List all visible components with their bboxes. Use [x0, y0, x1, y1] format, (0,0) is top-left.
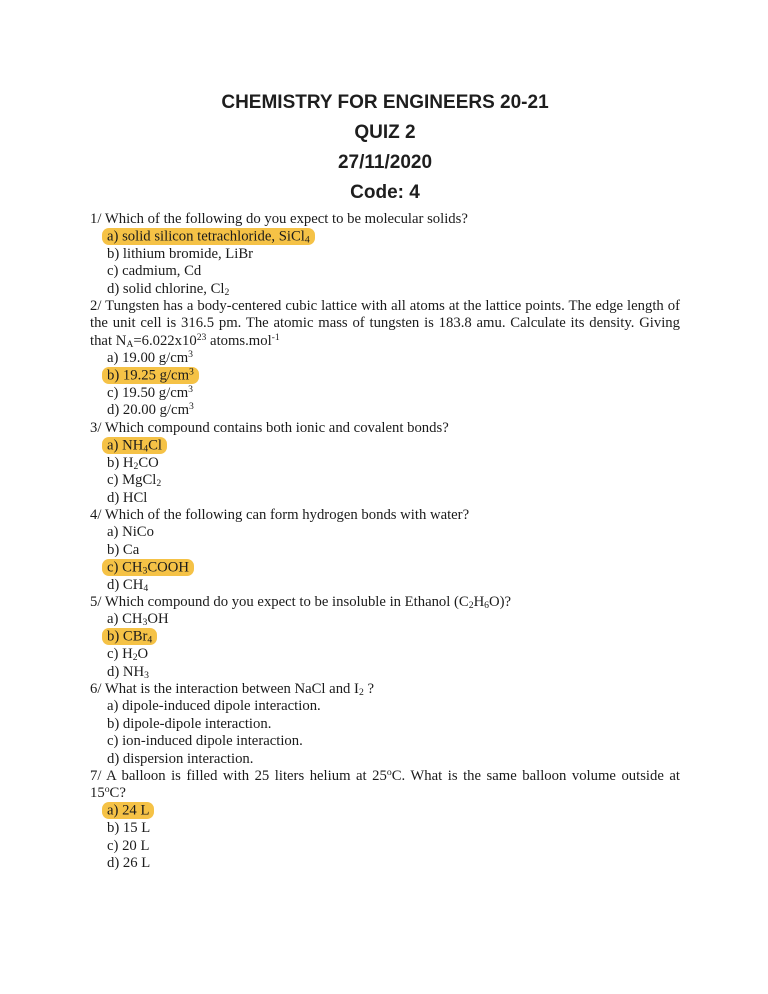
question-body-text: Which of the following do you expect to be molecular solids? [104, 211, 468, 227]
option-b [90, 246, 680, 263]
option-d [90, 490, 680, 507]
question-text [90, 298, 680, 350]
option-c [90, 559, 680, 576]
quiz-body [90, 211, 680, 872]
option-a [90, 524, 680, 541]
question-text [90, 681, 680, 698]
option-d [90, 664, 680, 681]
question-5 [90, 594, 680, 681]
option-text: a) $CH_3OH$ [107, 611, 169, 629]
doc-code: Code: 4 [350, 182, 420, 203]
option-d [90, 751, 680, 768]
option-c [90, 472, 680, 489]
option-b [90, 542, 680, 559]
question-body-text: A balloon is filled with 25 liters helium at 25$^o$C. What is the same balloon volume outside at 15$^o$C? [90, 767, 680, 802]
question-number: 1/ [90, 211, 102, 227]
option-c [90, 838, 680, 855]
question-number: 5/ [90, 593, 102, 610]
option-text: b) 15 L [107, 820, 151, 837]
question-body-text: Which of the following can form hydrogen bonds with water? [104, 506, 470, 523]
question-text [90, 594, 680, 611]
question-number: 2/ [90, 298, 102, 315]
option-text: a) 24 L [102, 802, 154, 819]
option-text: a) dipole-induced dipole interaction. [107, 698, 321, 715]
option-text: d) 20.00 $g/cm^3$ [107, 401, 194, 419]
doc-title: CHEMISTRY FOR ENGINEERS 20-21 [221, 92, 549, 113]
question-7 [90, 768, 680, 872]
option-c [90, 263, 680, 280]
question-2 [90, 298, 680, 420]
option-text: d) solid chlorine, $Cl_2$ [107, 280, 230, 298]
option-d [90, 281, 680, 298]
question-6 [90, 681, 680, 768]
option-b [90, 368, 680, 385]
question-body-text: What is the interaction between NaCl and $I_2$ ? [104, 680, 374, 699]
question-text [90, 420, 680, 437]
option-text: d) $NH_3$ [107, 663, 149, 681]
option-text: d) HCl [107, 489, 148, 506]
option-a [90, 350, 680, 367]
option-text: c) 20 L [107, 837, 150, 854]
option-d [90, 577, 680, 594]
question-3 [90, 420, 680, 507]
question-text [90, 768, 680, 803]
option-text: b) Ca [107, 541, 140, 558]
option-text: b) $H_2CO$ [107, 454, 159, 472]
option-text: c) 19.50 $g/cm^3$ [107, 384, 194, 402]
question-text [90, 507, 680, 524]
option-text: b) 19.25 $g/cm^3$ [102, 367, 199, 384]
option-text: c) $H_2O$ [107, 646, 149, 664]
question-text [90, 211, 680, 228]
doc-date: 27/11/2020 [337, 152, 433, 173]
option-b [90, 716, 680, 733]
option-text: a) solid silicon tetrachloride, SiCl$_4$ [102, 228, 315, 245]
option-b [90, 820, 680, 837]
doc-subtitle: QUIZ 2 [354, 122, 416, 143]
doc-header [90, 88, 680, 208]
option-text: d) 26 L [107, 855, 151, 872]
question-4 [90, 507, 680, 594]
option-d [90, 402, 680, 419]
question-body-text: Which compound do you expect to be insoluble in Ethanol $(C_2H_6O)$? [104, 593, 512, 612]
question-number: 6/ [90, 680, 102, 697]
option-text: b) CBr$_4$ [102, 628, 157, 645]
option-d [90, 855, 680, 872]
question-body-text: Tungsten has a body-centered cubic lattice with all atoms at the lattice points. The edge length of the unit cell is 316.5 pm. The atomic mass of tungsten is 183.8 amu. Calculate its density. Giving that $N_A=6.022x10^{23}$ atoms.mol$^{-1}$ [90, 298, 680, 350]
question-number: 3/ [90, 419, 102, 436]
option-a [90, 803, 680, 820]
option-a [90, 437, 680, 454]
question-1 [90, 211, 680, 298]
option-a [90, 228, 680, 245]
option-b [90, 629, 680, 646]
option-b [90, 455, 680, 472]
option-text: d) $CH_4$ [107, 576, 149, 594]
option-text: c) MgCl$_2$ [107, 472, 162, 490]
option-text: a) 19.00 $g/cm^3$ [107, 349, 194, 367]
question-number: 4/ [90, 506, 102, 523]
option-text: a) NiCo [107, 524, 154, 541]
option-text: a) $NH_4Cl$ [102, 437, 167, 454]
option-text: c) ion-induced dipole interaction. [107, 733, 303, 750]
option-text: b) dipole-dipole interaction. [107, 715, 272, 732]
option-a [90, 698, 680, 715]
option-text: b) lithium bromide, LiBr [107, 245, 254, 262]
option-c [90, 646, 680, 663]
option-text: d) dispersion interaction. [107, 750, 254, 767]
option-text: c) $CH_3COOH$ [102, 559, 194, 576]
question-body-text: Which compound contains both ionic and covalent bonds? [104, 419, 449, 436]
option-c [90, 733, 680, 750]
option-a [90, 611, 680, 628]
option-c [90, 385, 680, 402]
option-text: c) cadmium, Cd [107, 263, 202, 280]
question-number: 7/ [90, 768, 102, 784]
